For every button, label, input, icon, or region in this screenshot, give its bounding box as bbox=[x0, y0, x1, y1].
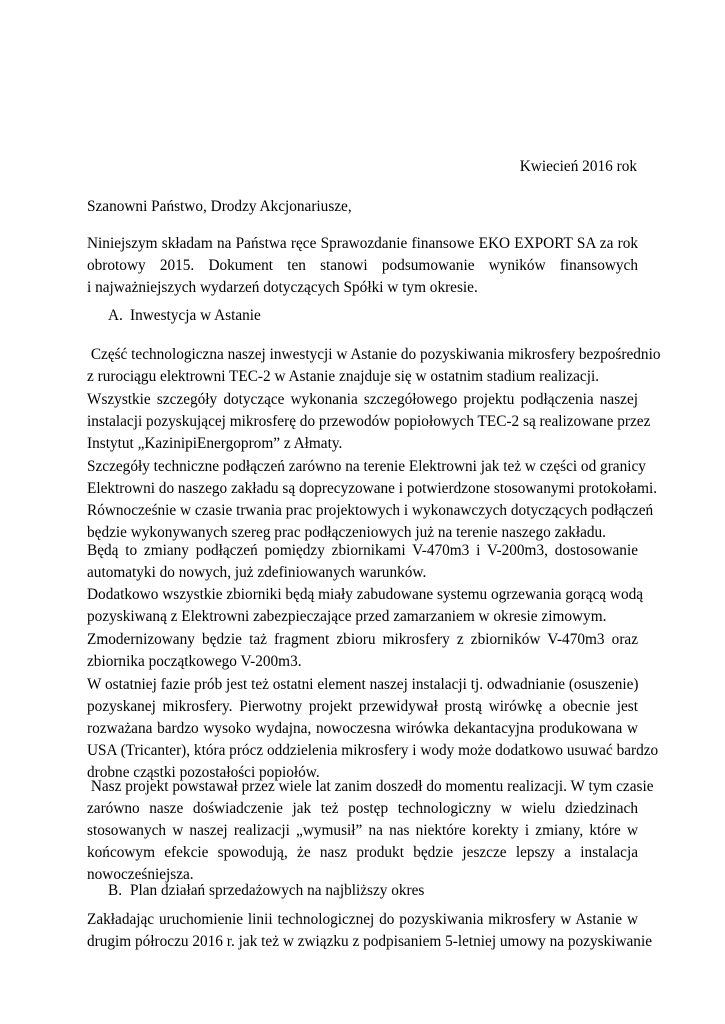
paragraph bbox=[87, 540, 638, 584]
paragraph bbox=[87, 344, 661, 388]
paragraph-line: obrotowy 2015. Dokument ten stanowi podsumowanie wyników finansowych bbox=[87, 257, 638, 274]
section-letter: B. bbox=[108, 882, 123, 899]
paragraph bbox=[87, 629, 638, 673]
paragraph-line: Równocześnie w czasie trwania prac projektowych i wykonawczych dotyczących podłączeń bbox=[87, 502, 654, 519]
paragraph-line: zarówno nasze doświadczenie jak też postęp technologiczny w wielu dziedzinach bbox=[87, 800, 638, 817]
paragraph-line: drobne cząstki pozostałości popiołów. bbox=[87, 764, 320, 781]
paragraph bbox=[87, 776, 654, 886]
paragraph bbox=[87, 389, 651, 455]
paragraph-line: Instytut „KazinipiEnergoprom” z Ałmaty. bbox=[87, 435, 343, 452]
paragraph-line: Nasz projekt powstawał przez wiele lat zanim doszedł do momentu realizacji. W tym czasie bbox=[87, 778, 654, 795]
paragraph-line: automatyki do nowych, już zdefiniowanych warunków. bbox=[87, 564, 427, 581]
paragraph-line: nowocześniejsza. bbox=[87, 866, 194, 883]
paragraph-line: Zmodernizowany będzie taż fragment zbioru mikrosfery z zbiorników V-470m3 oraz bbox=[87, 631, 638, 648]
paragraph-line: z rurociągu elektrowni TEC-2 w Astanie znajduje się w ostatnim stadium realizacji. bbox=[87, 368, 600, 385]
paragraph-line: instalacji pozyskującej mikrosferę do przewodów popiołowych TEC-2 są realizowane przez bbox=[87, 413, 651, 430]
paragraph-line: Szczegóły techniczne podłączeń zarówno na terenie Elektrowni jak też w części od granicy bbox=[87, 458, 646, 475]
paragraph-line: Dodatkowo wszystkie zbiorniki będą miały zabudowane systemu ogrzewania gorącą wodą bbox=[87, 586, 644, 603]
intro-paragraph bbox=[87, 233, 638, 299]
letter-date: Kwiecień 2016 rok bbox=[519, 158, 637, 175]
paragraph-line: Zakładając uruchomienie linii technologicznej do pozyskiwania mikrosfery w Astanie w bbox=[87, 911, 638, 928]
paragraph-line: pozyskanej mikrosfery. Pierwotny projekt przewidywał prostą wirówkę a obecnie jest bbox=[87, 698, 638, 715]
paragraph-line: stosowanych w naszej realizacji „wymusił” na nas niektóre korekty i zmiany, które w bbox=[87, 822, 638, 839]
paragraph-line: będzie wykonywanych szereg prac podłączeniowych już na terenie naszego zakładu. bbox=[87, 524, 607, 541]
paragraph-line: Część technologiczna naszej inwestycji w Astanie do pozyskiwania mikrosfery bezpośrednio bbox=[87, 346, 661, 363]
paragraph-line: USA (Tricanter), która prócz oddzielenia mikrosfery i wody może dodatkowo usuwać bardzo bbox=[87, 742, 659, 759]
salutation: Szanowni Państwo, Drodzy Akcjonariusze, bbox=[87, 198, 352, 215]
paragraph bbox=[87, 909, 652, 953]
paragraph-line: Elektrowni do naszego zakładu są doprecyzowane i potwierdzone stosowanymi protokołami. bbox=[87, 480, 658, 497]
paragraph-line: i najważniejszych wydarzeń dotyczących Spółki w tym okresie. bbox=[87, 279, 478, 296]
paragraph bbox=[87, 584, 644, 628]
section-title: Plan działań sprzedażowych na najbliższy okres bbox=[130, 882, 425, 899]
paragraph-line: zbiornika początkowego V-200m3. bbox=[87, 653, 302, 670]
paragraph-line: Wszystkie szczegóły dotyczące wykonania szczegółowego projektu podłączenia naszej bbox=[87, 391, 638, 408]
paragraph-line: Będą to zmiany podłączeń pomiędzy zbiornikami V-470m3 i V-200m3, dostosowanie bbox=[87, 542, 638, 559]
section-title: Inwestycja w Astanie bbox=[130, 307, 261, 324]
paragraph-line: pozyskiwaną z Elektrowni zabezpieczające przed zamarzaniem w okresie zimowym. bbox=[87, 608, 607, 625]
paragraph bbox=[87, 674, 659, 784]
paragraph-line: końcowym efekcie spowodują, że nasz produkt będzie jeszcze lepszy a instalacja bbox=[87, 844, 638, 861]
paragraph-line: W ostatniej fazie prób jest też ostatni element naszej instalacji tj. odwadnianie (osuszenie) bbox=[87, 676, 639, 693]
paragraph-line: Niniejszym składam na Państwa ręce Sprawozdanie finansowe EKO EXPORT SA za rok bbox=[87, 235, 638, 252]
section-letter: A. bbox=[108, 307, 123, 324]
paragraph-line: rozważana bardzo wysoko wydajna, nowoczesna wirówka dekantacyjna produkowana w bbox=[87, 720, 638, 737]
paragraph-line: drugim półroczu 2016 r. jak też w związku z podpisaniem 5-letniej umowy na pozyskiwanie bbox=[87, 933, 652, 950]
paragraph bbox=[87, 456, 658, 544]
